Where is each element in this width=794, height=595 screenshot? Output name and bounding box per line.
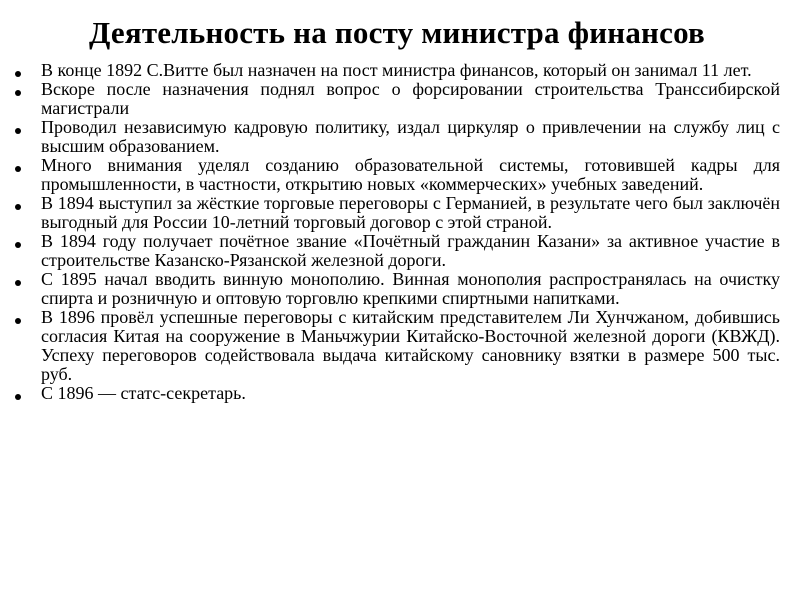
list-item-text: В конце 1892 С.Витте был назначен на пост министра финансов, который он занимал 11 лет. [41, 60, 752, 80]
list-item [0, 194, 794, 232]
list-item-text: С 1895 начал вводить винную монополию. Винная монополия распространялась на очистку спирта и розничную и оптовую торговлю крепкими спиртными напитками. [41, 269, 780, 308]
list-item [0, 232, 794, 270]
list-item [0, 61, 794, 80]
bullet-dot-icon [15, 394, 21, 400]
list-item-text: С 1896 — статс-секретарь. [41, 383, 246, 403]
list-item [0, 384, 794, 403]
list-item [0, 308, 794, 384]
list-item-text: В 1894 выступил за жёсткие торговые переговоры с Германией, в результате чего был заключён выгодный для России 10-летний торговый договор с этой страной. [41, 193, 780, 232]
bullet-list [0, 61, 794, 403]
bullet-dot-icon [15, 90, 21, 96]
page-title: Деятельность на посту министра финансов [89, 15, 705, 50]
list-item-text: Много внимания уделял созданию образовательной системы, готовившей кадры для промышленности, в частности, открытию новых «коммерческих» учебных заведений. [41, 155, 780, 194]
bullet-dot-icon [15, 318, 21, 324]
list-item-text: Вскоре после назначения поднял вопрос о форсировании строительства Транссибирской магистрали [41, 79, 780, 118]
list-item [0, 118, 794, 156]
bullet-dot-icon [15, 280, 21, 286]
list-item [0, 80, 794, 118]
list-item-text: В 1896 провёл успешные переговоры с китайским представителем Ли Хунчжаном, добившись согласия Китая на сооружение в Маньчжурии Китайско-Восточной железной дороги (КВЖД). Успеху переговоров содействовала выдача китайскому сановнику взятки в размере 500 тыс. руб. [41, 307, 780, 384]
bullet-dot-icon [15, 128, 21, 134]
bullet-dot-icon [15, 242, 21, 248]
bullet-dot-icon [15, 204, 21, 210]
list-item-text: В 1894 году получает почётное звание «Почётный гражданин Казани» за активное участие в строительстве Казанско-Рязанской железной дороги. [41, 231, 780, 270]
list-item-text: Проводил независимую кадровую политику, издал циркуляр о привлечении на службу лиц с высшим образованием. [41, 117, 780, 156]
list-item [0, 270, 794, 308]
bullet-dot-icon [15, 71, 21, 77]
bullet-dot-icon [15, 166, 21, 172]
list-item [0, 156, 794, 194]
